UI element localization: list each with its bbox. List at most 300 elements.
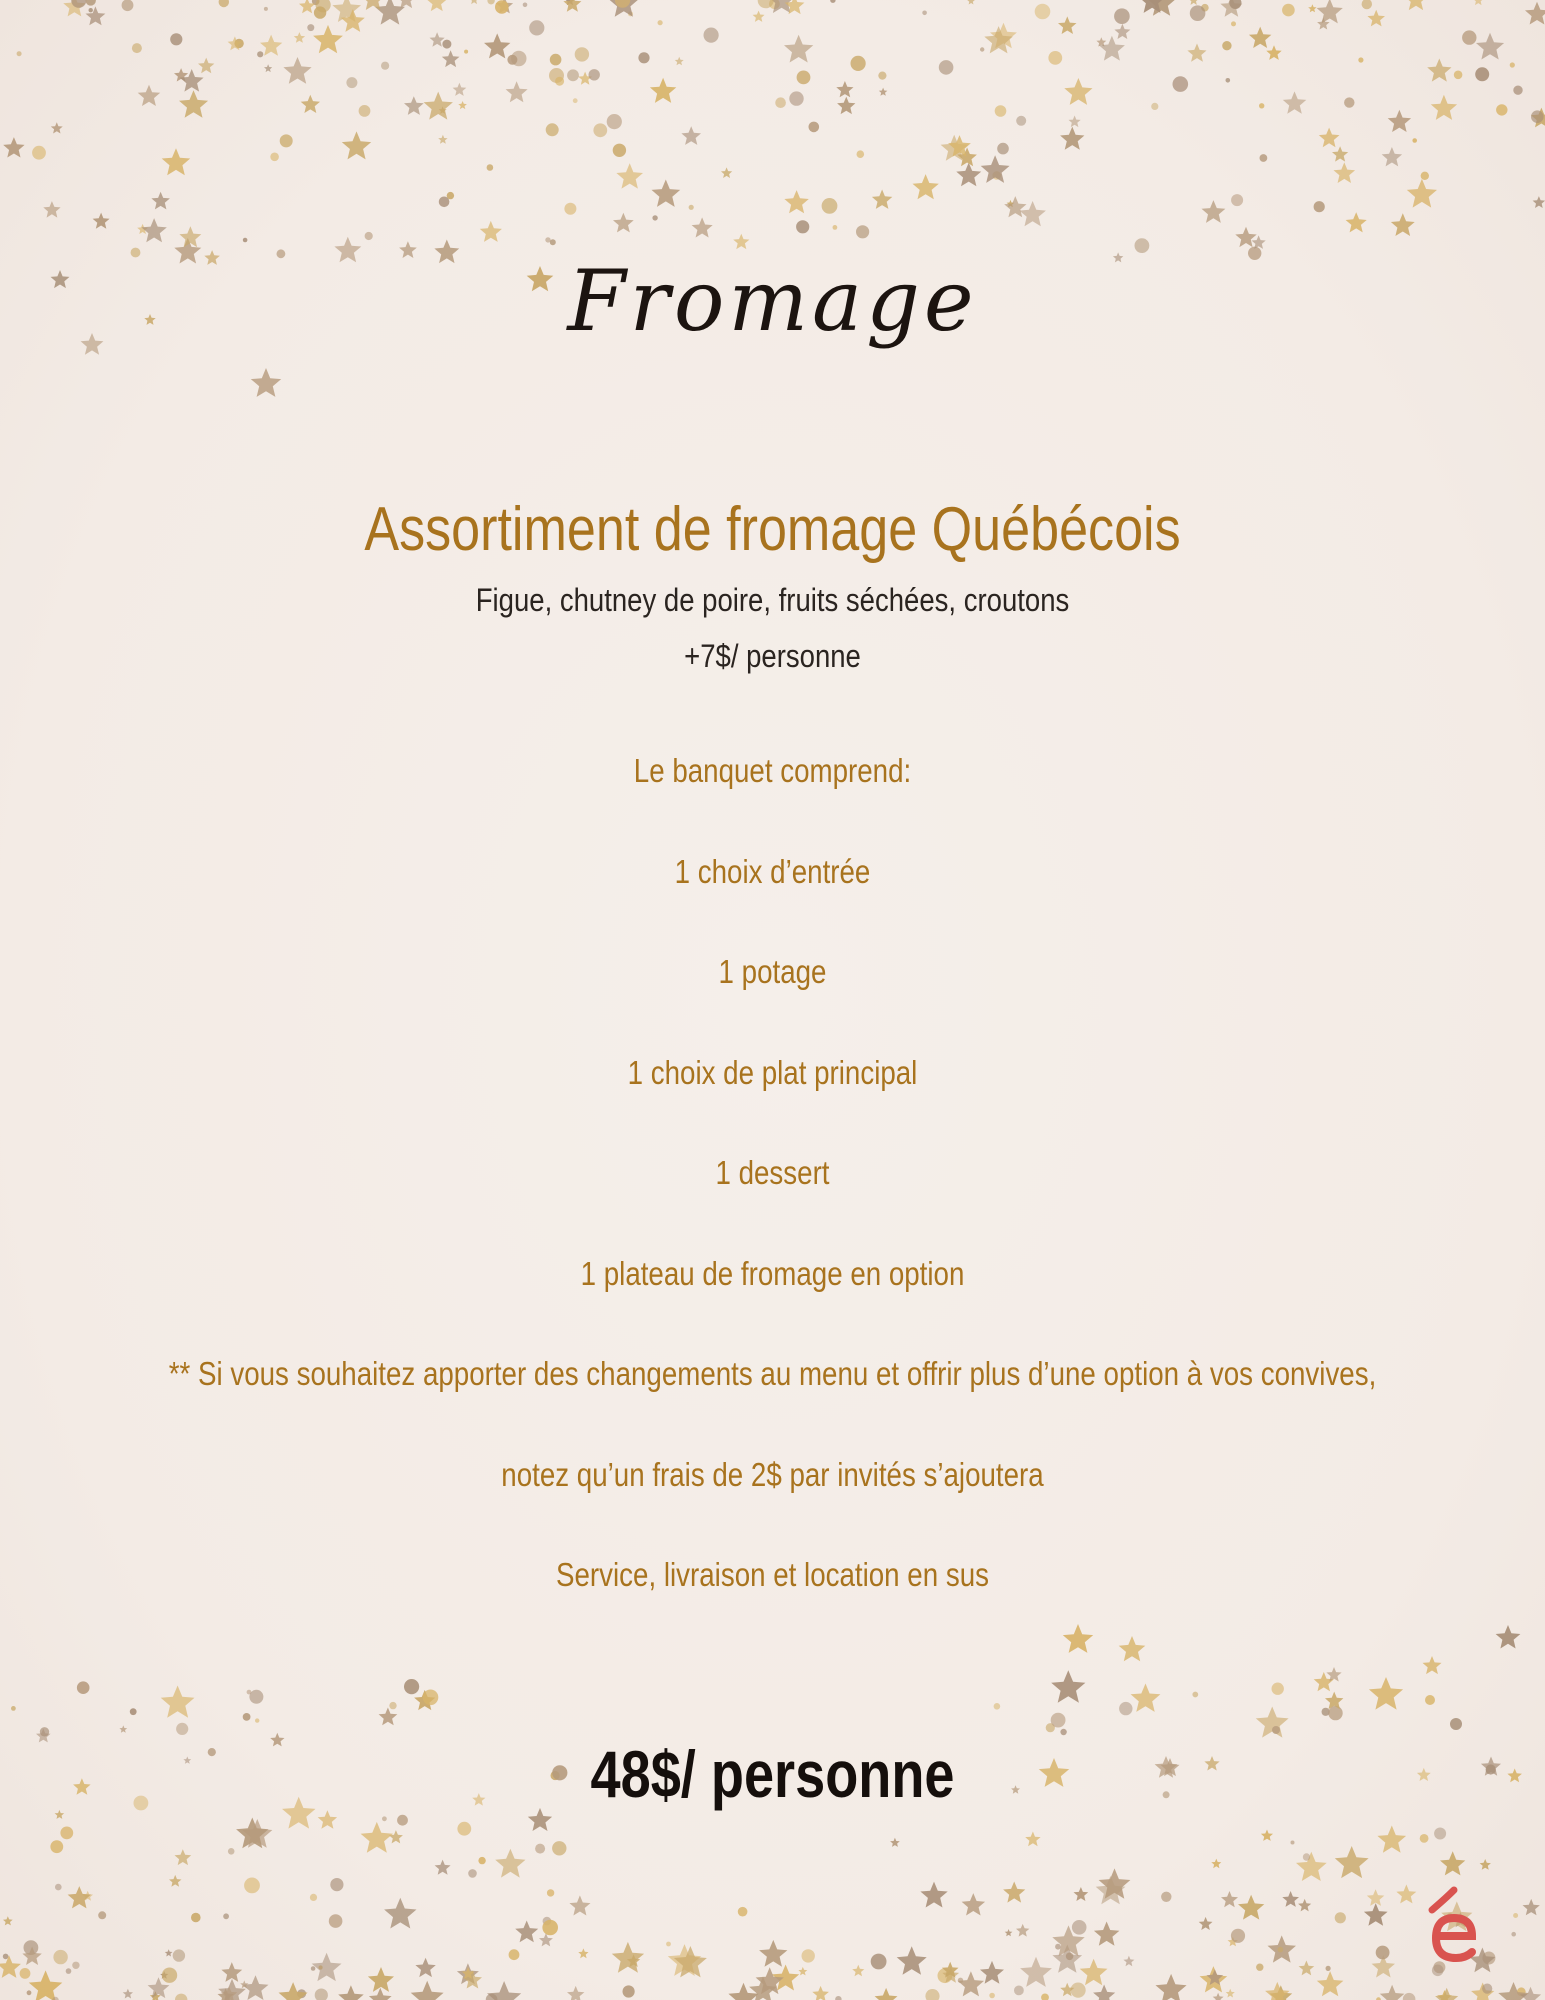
star-icon <box>169 1875 182 1887</box>
dot-icon <box>191 1913 201 1923</box>
star-icon <box>480 221 502 242</box>
dot-icon <box>219 0 229 7</box>
dot-icon <box>1119 1702 1132 1715</box>
star-icon <box>1099 36 1125 61</box>
dot-icon <box>359 105 371 117</box>
dot-icon <box>922 11 927 16</box>
star-icon <box>438 135 447 144</box>
extra-services-note: Service, livraison et location en sus <box>556 1556 989 1593</box>
inclusion-item: 1 plateau de fromage en option <box>580 1254 965 1292</box>
dot-icon <box>613 144 626 157</box>
dot-icon <box>547 1889 554 1896</box>
star-icon <box>897 1946 927 1975</box>
star-icon <box>469 0 478 4</box>
dot-icon <box>550 54 562 66</box>
dot-icon <box>997 143 1009 155</box>
star-icon <box>318 1810 337 1829</box>
star-icon <box>283 57 311 84</box>
star-icon <box>179 226 201 247</box>
dot-icon <box>1303 1853 1310 1860</box>
star-icon <box>1256 1707 1289 1738</box>
dot-icon <box>593 123 607 137</box>
item-description: Figue, chutney de poire, fruits séchées, croutons <box>475 582 1070 618</box>
star-icon <box>852 1965 864 1977</box>
dot-icon <box>1192 1692 1198 1698</box>
dot-icon <box>797 71 811 85</box>
star-icon <box>1058 16 1077 34</box>
star-icon <box>1005 1929 1013 1936</box>
star-icon <box>379 1708 398 1726</box>
dot-icon <box>802 1949 815 1962</box>
star-icon <box>872 190 892 209</box>
dot-icon <box>478 1857 485 1864</box>
star-icon <box>162 148 191 175</box>
star-icon <box>837 97 855 115</box>
item-supplement: +7$/ personne <box>684 638 861 674</box>
dot-icon <box>1420 1834 1429 1843</box>
dot-icon <box>789 91 803 105</box>
star-icon <box>43 201 60 218</box>
star-icon <box>1094 1922 1120 1946</box>
dot-icon <box>310 1894 317 1901</box>
star-icon <box>3 137 24 157</box>
dot-icon <box>555 77 564 86</box>
star-icon <box>812 1986 829 2000</box>
star-icon <box>301 95 320 113</box>
dot-icon <box>509 1949 520 1960</box>
dot-icon <box>689 205 694 210</box>
dot-icon <box>1055 1944 1061 1950</box>
star-icon <box>798 1967 807 1976</box>
dot-icon <box>1222 41 1231 50</box>
star-icon <box>753 11 765 22</box>
star-icon <box>733 234 749 249</box>
star-icon <box>612 1942 644 1973</box>
dot-icon <box>830 0 835 3</box>
dot-icon <box>228 1848 235 1855</box>
star-icon <box>198 58 214 74</box>
dot-icon <box>607 114 622 129</box>
dot-icon <box>1358 57 1363 62</box>
star-icon <box>1346 212 1367 232</box>
dot-icon <box>257 51 263 57</box>
star-icon <box>1367 1889 1385 1906</box>
star-icon <box>759 1940 787 1967</box>
star-icon <box>1299 1961 1315 1976</box>
star-icon <box>784 190 808 213</box>
dot-icon <box>529 20 544 35</box>
dot-icon <box>307 24 314 31</box>
star-icon <box>0 1955 21 1978</box>
dot-icon <box>1051 1713 1066 1728</box>
star-icon <box>1440 1851 1465 1875</box>
dot-icon <box>1161 1892 1171 1902</box>
dot-icon <box>1450 1718 1462 1730</box>
dot-icon <box>1412 138 1417 143</box>
dot-icon <box>389 1702 396 1709</box>
dot-icon <box>738 1907 748 1917</box>
dot-icon <box>66 1968 72 1974</box>
dot-icon <box>856 225 869 238</box>
dot-icon <box>1513 86 1522 95</box>
star-icon <box>484 33 510 58</box>
star-icon <box>55 1810 65 1819</box>
dot-icon <box>1231 1929 1245 1943</box>
star-icon <box>151 192 170 210</box>
dot-icon <box>404 1679 419 1694</box>
star-icon <box>1407 179 1437 208</box>
dot-icon <box>381 62 389 70</box>
dot-icon <box>55 1884 62 1891</box>
star-icon <box>389 1830 403 1843</box>
inclusion-item: 1 dessert <box>715 1154 830 1191</box>
dot-icon <box>442 40 451 49</box>
dot-icon <box>86 0 96 6</box>
dot-icon <box>1511 1932 1516 1937</box>
dot-icon <box>994 1703 1001 1710</box>
dot-icon <box>1344 97 1354 107</box>
star-icon <box>1427 59 1451 82</box>
star-icon <box>1507 1769 1522 1783</box>
dot-icon <box>989 1993 995 1999</box>
dot-icon <box>1278 1947 1284 1953</box>
dot-icon <box>243 238 248 243</box>
star-icon <box>1435 1988 1458 2000</box>
star-icon <box>1308 4 1316 12</box>
dot-icon <box>270 153 279 162</box>
dot-icon <box>1362 0 1372 9</box>
star-icon <box>1369 1677 1403 1710</box>
star-icon <box>1235 227 1256 247</box>
e-accent-logo-icon <box>1424 1884 1484 1964</box>
star-icon <box>424 92 453 120</box>
star-icon <box>1404 0 1427 10</box>
star-icon <box>1533 196 1545 208</box>
dot-icon <box>53 1950 67 1964</box>
dot-icon <box>1482 1984 1492 1994</box>
star-icon <box>375 0 405 25</box>
star-icon <box>1123 1956 1134 1966</box>
star-icon <box>1016 1924 1029 1937</box>
star-icon <box>86 6 106 25</box>
dot-icon <box>1531 110 1544 123</box>
star-icon <box>435 1860 451 1875</box>
dot-icon <box>871 1954 887 1970</box>
dot-icon <box>1403 1993 1416 2000</box>
star-icon <box>1080 1959 1108 1985</box>
star-icon <box>890 1838 900 1847</box>
page-title: Fromage <box>567 252 978 350</box>
dot-icon <box>535 1844 545 1854</box>
star-icon <box>1003 1882 1025 1903</box>
star-icon <box>563 0 581 12</box>
star-icon <box>430 32 445 46</box>
dot-icon <box>255 1718 259 1722</box>
dot-icon <box>638 52 649 63</box>
star-icon <box>51 122 63 133</box>
item-name: Assortiment de fromage Québécois <box>364 495 1181 564</box>
dot-icon <box>980 47 984 51</box>
star-icon <box>1189 0 1199 5</box>
star-icon <box>1317 1971 1344 1996</box>
dot-icon <box>796 220 809 233</box>
dot-icon <box>1272 1683 1284 1695</box>
star-icon <box>613 213 634 233</box>
dot-icon <box>98 1911 106 1919</box>
dot-icon <box>704 27 719 42</box>
star-icon <box>1296 1852 1327 1881</box>
dot-icon <box>1071 1983 1086 1998</box>
dot-icon <box>487 164 494 171</box>
star-icon <box>1238 1895 1264 1920</box>
star-icon <box>313 25 343 53</box>
dot-icon <box>1432 1965 1444 1977</box>
star-icon <box>569 1895 590 1915</box>
star-icon <box>123 1989 133 1999</box>
dot-icon <box>122 0 134 11</box>
star-icon <box>179 90 208 118</box>
dot-icon <box>243 1713 251 1721</box>
star-icon <box>962 1893 986 1915</box>
dot-icon <box>652 215 657 220</box>
dot-icon <box>833 225 838 230</box>
dot-icon <box>857 150 865 158</box>
star-icon <box>728 1983 758 2000</box>
dot-icon <box>851 56 866 71</box>
inclusion-item: 1 potage <box>718 953 827 990</box>
dot-icon <box>173 1949 185 1961</box>
dot-icon <box>1114 8 1130 24</box>
star-icon <box>1221 1891 1238 1907</box>
star-icon <box>1317 0 1343 23</box>
inclusion-item: 1 choix de plat principal <box>627 1053 918 1091</box>
star-icon <box>1074 1887 1089 1901</box>
star-icon <box>1187 44 1206 62</box>
dot-icon <box>511 51 526 66</box>
inclusion-item: 1 choix d’entrée <box>674 852 871 890</box>
star-icon <box>251 368 281 397</box>
star-icon <box>1417 1768 1431 1781</box>
star-icon <box>650 78 676 103</box>
dot-icon <box>330 1878 343 1891</box>
star-icon <box>427 0 446 11</box>
dot-icon <box>223 1913 229 1919</box>
star-icon <box>1213 1993 1224 2000</box>
star-icon <box>956 163 981 187</box>
star-icon <box>3 1916 13 1925</box>
dot-icon <box>573 98 578 103</box>
star-icon <box>180 69 204 92</box>
dot-icon <box>1259 103 1264 108</box>
dot-icon <box>423 1690 439 1706</box>
star-icon <box>1114 24 1130 39</box>
dot-icon <box>1060 1729 1066 1735</box>
dot-icon <box>365 232 373 240</box>
dot-icon <box>1376 1946 1390 1960</box>
star-icon <box>442 50 460 67</box>
star-icon <box>1377 1826 1406 1853</box>
dot-icon <box>623 1985 635 1997</box>
star-icon <box>165 1949 173 1956</box>
star-icon <box>967 0 975 5</box>
star-icon <box>1266 45 1281 60</box>
dot-icon <box>1282 4 1295 17</box>
star-icon <box>1364 1903 1388 1926</box>
dot-icon <box>1014 1986 1024 1996</box>
dot-icon <box>72 1962 79 1969</box>
star-icon <box>1319 128 1340 148</box>
dot-icon <box>1513 1913 1518 1918</box>
dot-icon <box>162 1968 177 1983</box>
dot-icon <box>1328 1706 1342 1720</box>
dot-icon <box>939 60 954 75</box>
star-icon <box>681 126 701 145</box>
star-icon <box>1131 1684 1161 1712</box>
star-icon <box>175 1849 192 1865</box>
dot-icon <box>249 1690 263 1704</box>
dot-icon <box>1425 1695 1435 1705</box>
dot-icon <box>1190 5 1206 21</box>
dot-icon <box>666 1942 671 1947</box>
star-icon <box>1249 27 1272 48</box>
star-icon <box>1025 1832 1040 1847</box>
star-icon <box>1525 2 1545 25</box>
dot-icon <box>925 1989 939 2000</box>
dot-icon <box>1326 1966 1331 1971</box>
dot-icon <box>1510 62 1515 67</box>
star-icon <box>404 96 424 115</box>
dot-icon <box>457 1822 471 1836</box>
star-icon <box>879 88 888 96</box>
star-icon <box>675 57 684 66</box>
dot-icon <box>1048 51 1062 65</box>
dot-icon <box>50 1840 63 1853</box>
dot-icon <box>244 1878 260 1894</box>
dot-icon <box>995 105 1007 117</box>
star-icon <box>264 64 272 72</box>
dot-icon <box>878 72 886 80</box>
star-icon <box>338 1985 364 2000</box>
star-icon <box>1226 1989 1235 1998</box>
dot-icon <box>809 122 820 133</box>
star-icon <box>578 1948 588 1958</box>
dot-icon <box>1041 1994 1049 2000</box>
star-icon <box>1391 213 1415 236</box>
star-icon <box>836 81 853 97</box>
star-icon <box>1283 91 1307 113</box>
dot-icon <box>1035 4 1051 20</box>
star-icon <box>1051 1670 1085 1703</box>
dot-icon <box>1475 67 1489 81</box>
star-icon <box>1380 1985 1405 2000</box>
dot-icon <box>27 1990 32 1995</box>
star-icon <box>1004 196 1026 217</box>
dot-icon <box>77 1681 90 1694</box>
dot-icon <box>1135 238 1150 253</box>
star-icon <box>415 1958 435 1977</box>
dot-icon <box>1272 1726 1280 1734</box>
star-icon <box>1396 1885 1416 1904</box>
dot-icon <box>89 8 93 12</box>
dot-icon <box>487 0 494 5</box>
dot-icon <box>1256 1964 1263 1971</box>
star-icon <box>1334 162 1356 183</box>
star-icon <box>984 26 1013 53</box>
star-icon <box>1367 10 1385 27</box>
dot-icon <box>1335 1912 1346 1923</box>
dot-icon <box>1291 1841 1295 1845</box>
dot-icon <box>1462 30 1476 44</box>
dot-icon <box>439 197 450 208</box>
star-icon <box>1211 1859 1221 1869</box>
dot-icon <box>176 1723 188 1735</box>
menu-change-fee-note: notez qu’un frais de 2$ par invités s’ajoutera <box>501 1455 1044 1493</box>
dot-icon <box>1173 76 1189 92</box>
star-icon <box>119 1725 127 1732</box>
dot-icon <box>20 1968 31 1979</box>
menu-change-note: ** Si vous souhaitez apporter des changements au menu et offrir plus d’une option à vos convives, <box>168 1355 1377 1392</box>
star-icon <box>221 1962 242 1982</box>
star-icon <box>384 1898 416 1929</box>
star-icon <box>458 101 467 109</box>
dot-icon <box>1496 104 1507 115</box>
star-icon <box>1261 1830 1273 1841</box>
star-icon <box>913 174 939 199</box>
dot-icon <box>464 50 468 54</box>
star-icon <box>453 83 467 96</box>
dot-icon <box>546 123 559 136</box>
star-icon <box>342 131 371 159</box>
star-icon <box>1388 110 1411 132</box>
dot-icon <box>1016 116 1026 126</box>
dot-icon <box>1434 1828 1446 1840</box>
star-icon <box>73 1778 91 1795</box>
price-per-person: 48$/ personne <box>590 1737 955 1811</box>
dot-icon <box>132 43 142 53</box>
dot-icon <box>589 69 600 80</box>
dot-icon <box>1151 103 1158 110</box>
star-icon <box>260 35 282 56</box>
star-icon <box>1093 1985 1115 2000</box>
dot-icon <box>170 33 182 45</box>
dot-icon <box>17 51 22 56</box>
star-icon <box>616 163 643 188</box>
star-icon <box>784 35 813 63</box>
dot-icon <box>1231 21 1236 26</box>
dot-icon <box>564 203 576 215</box>
star-icon <box>312 1953 342 1981</box>
star-icon <box>161 1686 195 1718</box>
star-icon <box>228 36 243 50</box>
dot-icon <box>542 1920 558 1936</box>
dot-icon <box>1454 71 1463 80</box>
dot-icon <box>329 1914 343 1928</box>
dot-icon <box>311 1966 316 1971</box>
dot-icon <box>545 237 550 242</box>
dot-icon <box>397 1815 408 1826</box>
star-icon <box>138 85 161 106</box>
dot-icon <box>1231 194 1243 206</box>
dot-icon <box>523 3 528 8</box>
star-icon <box>1298 1899 1311 1912</box>
star-icon <box>368 1967 394 1992</box>
dot-icon <box>495 0 509 14</box>
dot-icon <box>1072 1920 1087 1935</box>
star-icon <box>29 1970 63 2000</box>
dot-icon <box>468 1869 477 1878</box>
dot-icon <box>280 134 293 147</box>
star-icon <box>361 1822 393 1853</box>
